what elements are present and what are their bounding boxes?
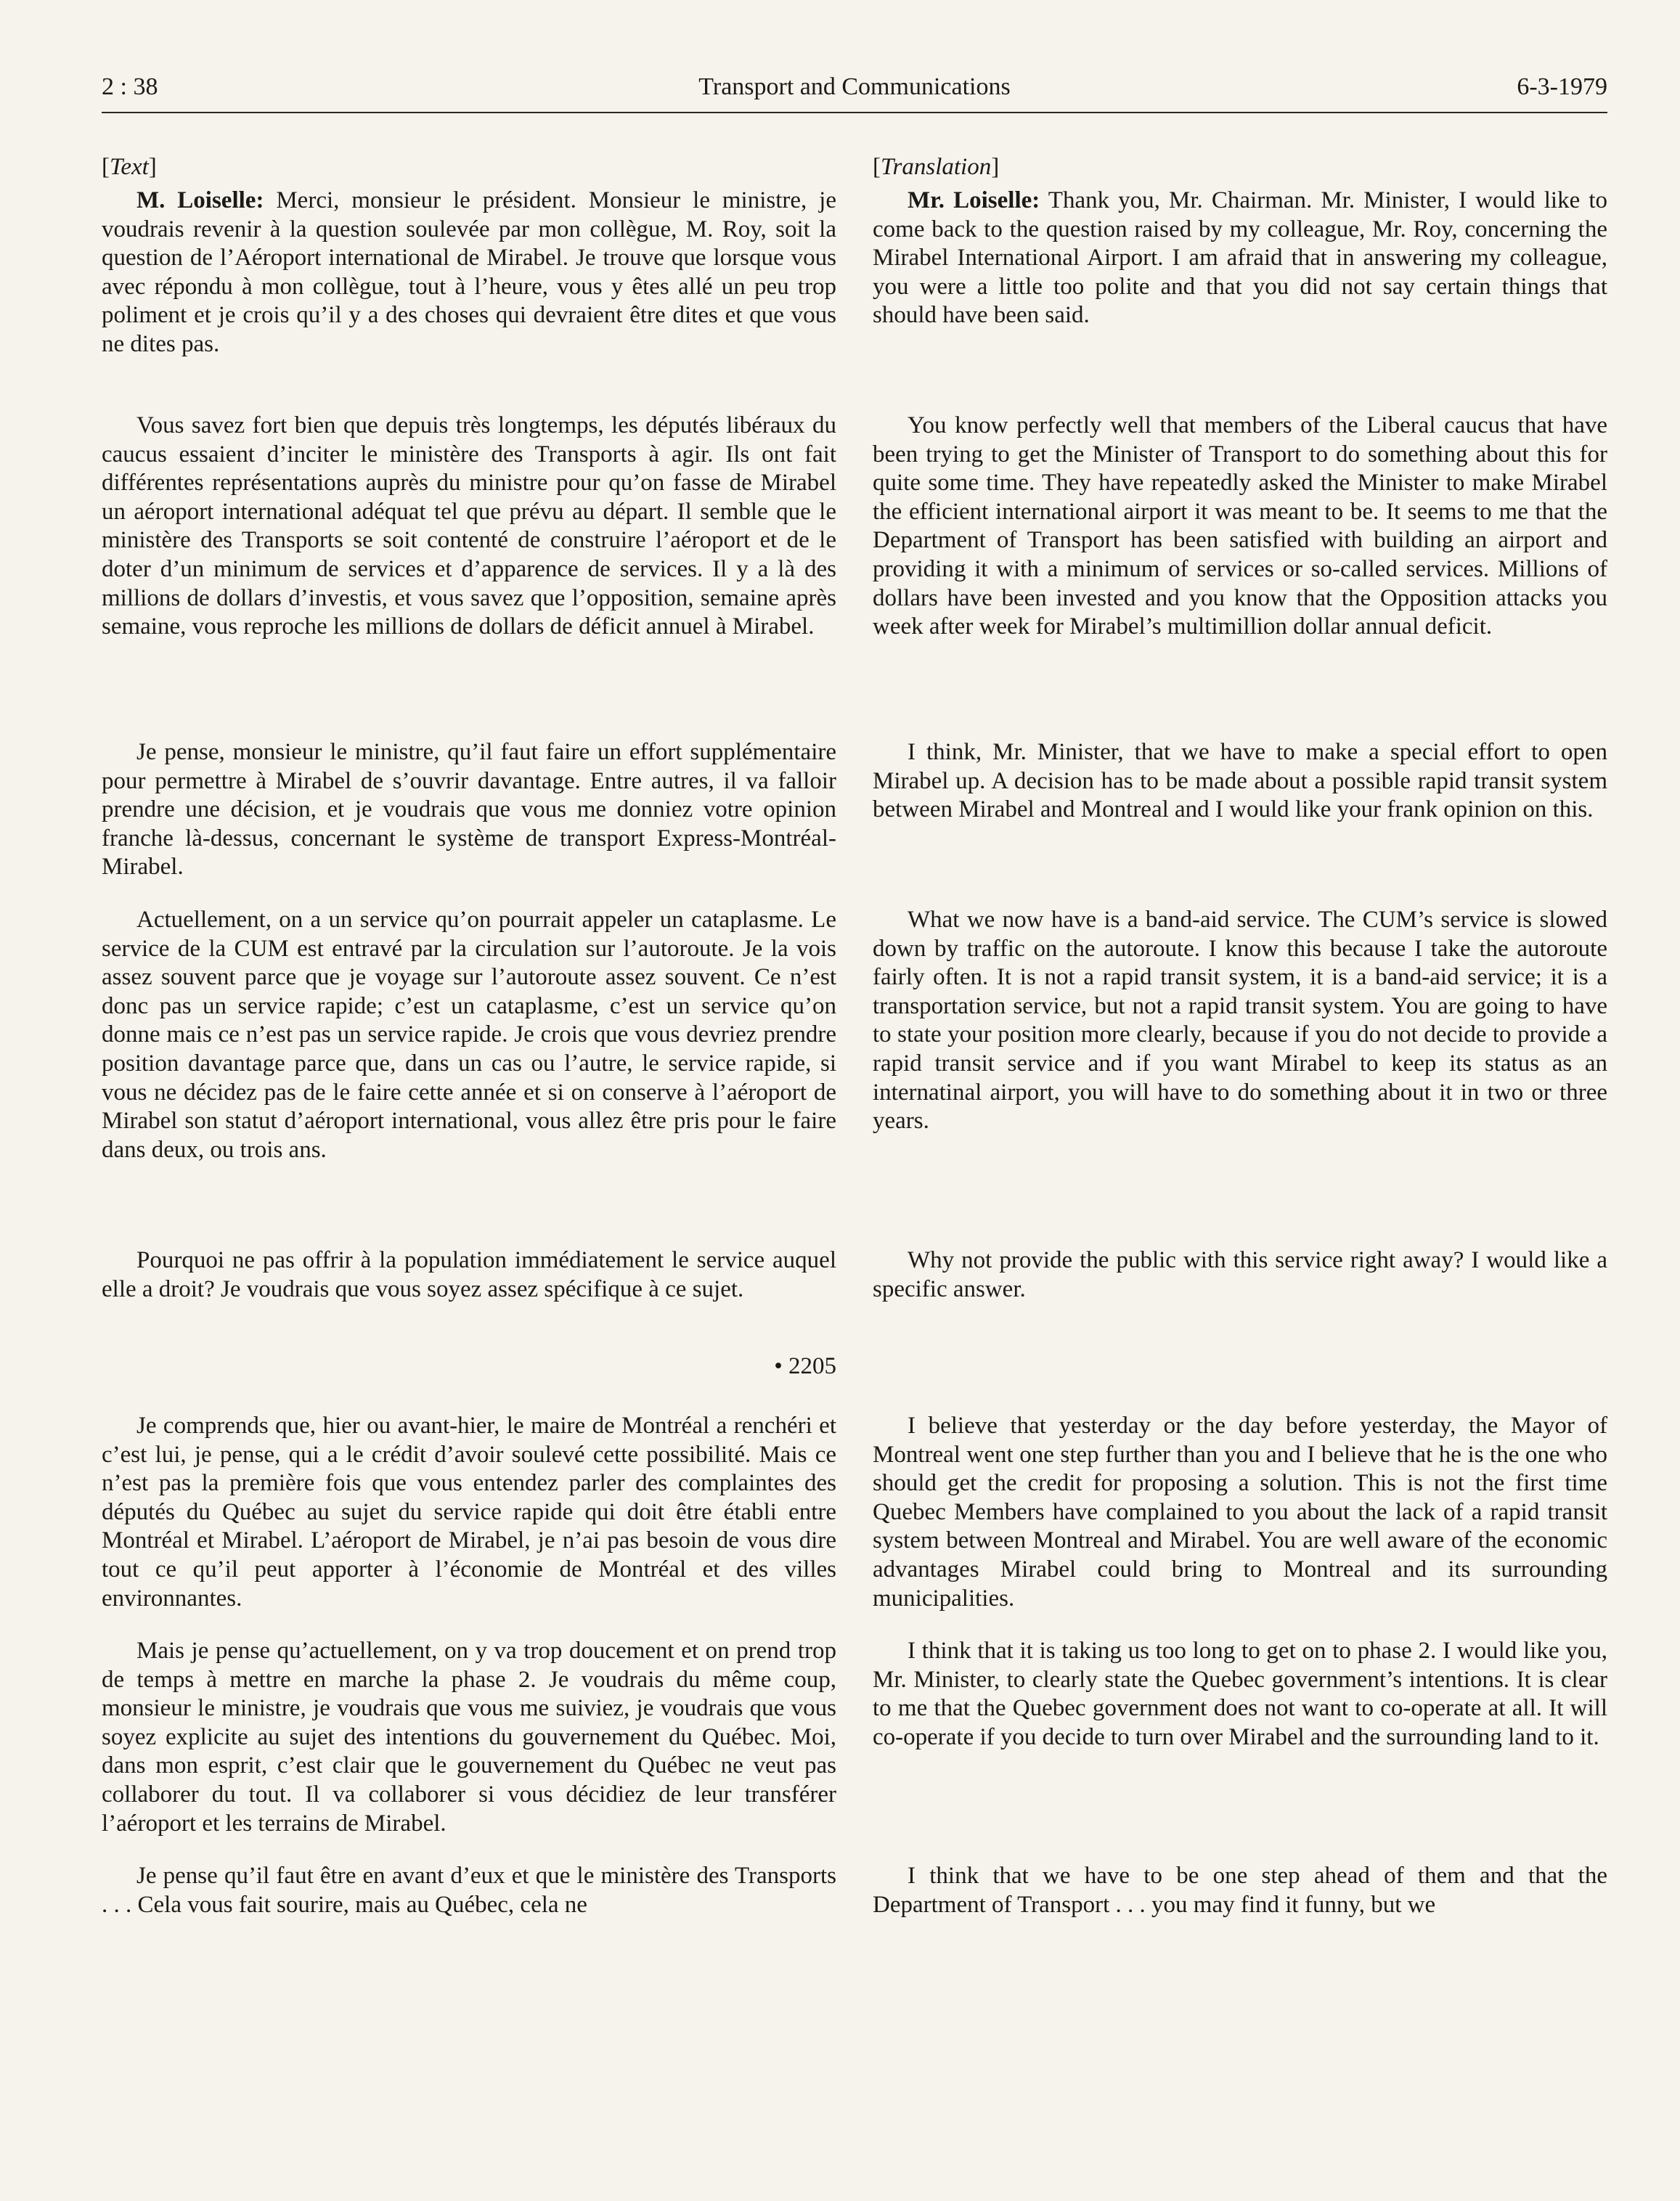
paragraph: I think, Mr. Minister, that we have to make a special effort to open Mirabel up. A decision has to be made about a possible rapid transit system between Mirabel and Montreal and I would like your frank opinion on this. xyxy=(873,739,1607,823)
paragraph: Je pense qu’il faut être en avant d’eux et que le ministère des Transports . . . Cela vous fait sourire, mais au Québec, cela ne xyxy=(102,1863,836,1918)
paragraph: Actuellement, on a un service qu’on pourrait appeler un cataplasme. Le service de la CUM est entravé par la circulation sur l’autoroute. Je la vois assez souvent parce que je voyage sur l’autoroute assez souvent. Ce n’est donc pas un service rapide; c’est un cataplasme, c’est un service qu’on donne mais ce n’est pas un service rapide. Je crois que vous devriez prendre position davantage parce que, dans un cas ou l’autre, le service rapide, si vous ne décidez pas de le faire cette année et si on conserve à l’aéroport de Mirabel son statut d’aéroport international, vous allez être pris pour le faire dans deux, ou trois ans. xyxy=(102,907,836,1163)
speaker-name: M. Loiselle: xyxy=(136,187,264,213)
paragraph: I think that it is taking us too long to get on to phase 2. I would like you, Mr. Minister, to clearly state the Quebec government’s intentions. It is clear to me that the Quebec government does not want to co-operate at all. It will co-operate if you decide to turn over Mirabel and the surrounding land to it. xyxy=(873,1638,1607,1750)
paragraph: Vous savez fort bien que depuis très longtemps, les députés libéraux du caucus essaient d’inciter le ministère des Transports à agir. Ils ont fait différentes représentations auprès du ministre pour qu’on fasse de Mirabel un aéroport international adéquat tel que prévu au départ. Il semble que le ministère des Transports se soit contenté de construire l’aéroport et de le doter d’un minimum de services et d’apparence de services. Il y a là des millions de dollars d’investis, et vous savez que l’opposition, semaine après semaine, vous reproche les millions de dollars de déficit annuel à Mirabel. xyxy=(102,412,836,640)
paragraph: I think that we have to be one step ahead of them and that the Department of Transport . . . you may find it funny, but we xyxy=(873,1863,1607,1918)
page-header xyxy=(102,71,1607,113)
paragraph: What we now have is a band-aid service. The CUM’s service is slowed down by traffic on the autoroute. I know this because I take the autoroute fairly often. It is not a rapid transit system, it is a band-aid service; it is a transportation service, but not a rapid transit system. You are going to have to state your position more clearly, because if you do not decide to provide a rapid transit service and if you want Mirabel to keep its status as an internatinal airport, you will have to do something about it in two or three years. xyxy=(873,907,1607,1135)
paragraph: I believe that yesterday or the day before yesterday, the Mayor of Montreal went one step further than you and I believe that he is the one who should get the credit for proposing a solution. This is not the first time Quebec Members have complained to you about the lack of a rapid transit system between Montreal and Mirabel. You are well aware of the economic advantages Mirabel could bring to Montreal and its surrounding municipalities. xyxy=(873,1413,1607,1612)
translation-label: [Translation] xyxy=(873,154,1000,180)
page-number: 2 : 38 xyxy=(102,73,158,100)
paragraph: Why not provide the public with this service right away? I would like a specific answer. xyxy=(873,1247,1607,1302)
paragraph: Je pense, monsieur le ministre, qu’il faut faire un effort supplémentaire pour permettre à Mirabel de s’ouvrir davantage. Entre autres, il va falloir prendre une décision, et je voudrais que vous me donniez votre opinion franche là-dessus, concernant le système de transport Express-Montréal-Mirabel. xyxy=(102,739,836,881)
paragraph: Mr. Loiselle: Thank you, Mr. Chairman. Mr. Minister, I would like to come back to the question raised by my colleague, Mr. Roy, concerning the Mirabel International Airport. I am afraid that in answering my colleague, you were a little too polite and that you did not say certain things that should have been said. xyxy=(873,187,1608,329)
paragraph: Je comprends que, hier ou avant-hier, le maire de Montréal a renchéri et c’est lui, je pense, qui a le crédit d’avoir soulevé cette possibilité. Mais ce n’est pas la première fois que vous entendez parler des complaintes des députés du Québec au sujet du service rapide qui doit être établi entre Montréal et Mirabel. L’aéroport de Mirabel, je n’ai pas besoin de vous dire tout ce qu’il peut apporter à l’économie de Montréal et des villes environnantes. xyxy=(102,1413,836,1612)
paragraph: You know perfectly well that members of the Liberal caucus that have been trying to get the Minister of Transport to do something about this for quite some time. They have repeatedly asked the Minister to make Mirabel the efficient international airport it was meant to be. It seems to me that the Department of Transport has been satisfied with building an airport and providing it with a minimum of services or so-called services. Millions of dollars have been invested and you know that the Opposition attacks you week after week for Mirabel’s multimillion dollar annual deficit. xyxy=(873,412,1607,640)
publication-title: Transport and Communications xyxy=(698,73,1011,100)
paragraph: Pourquoi ne pas offrir à la population immédiatement le service auquel elle a droit? Je voudrais que vous soyez assez spécifique à ce sujet. xyxy=(102,1247,836,1302)
paragraph: M. Loiselle: Merci, monsieur le président. Monsieur le ministre, je voudrais revenir à la question soulevée par mon collègue, M. Roy, soit la question de l’Aéroport international de Mirabel. Je trouve que lorsque vous avec répondu à mon collègue, tout à l’heure, vous y êtes allé un peu trop poliment et je crois qu’il y a des choses qui devraient être dites et que vous ne dites pas. xyxy=(102,187,836,357)
text-label: [Text] xyxy=(102,154,157,180)
paragraph: Mais je pense qu’actuellement, on y va trop doucement et on prend trop de temps à mettre en marche la phase 2. Je voudrais du même coup, monsieur le ministre, je voudrais que vous me suiviez, je voudrais que vous soyez explicite au sujet des intentions du gouvernement du Québec. Moi, dans mon esprit, c’est clair que le gouvernement du Québec ne veut pas collaborer du tout. Il va collaborer si vous décidiez de leur transférer l’aéroport et les terrains de Mirabel. xyxy=(102,1638,836,1837)
speaker-name: Mr. Loiselle: xyxy=(908,187,1040,213)
time-marker: • 2205 xyxy=(774,1353,836,1379)
page-date: 6-3-1979 xyxy=(1517,73,1607,100)
